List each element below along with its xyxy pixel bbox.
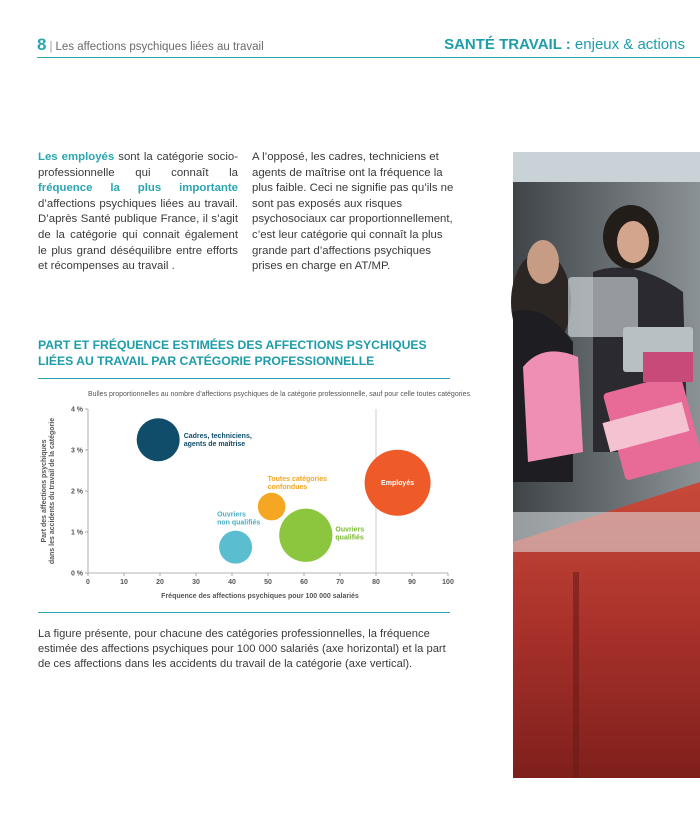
x-tick-label: 90 [408,579,416,586]
bubble-point [137,418,180,461]
bubble-label: Toutes catégories [267,475,327,483]
y-axis-label: dans les accidents du travail de la catégorie [49,417,56,565]
brand-title [444,36,685,53]
supermarket-cashier-photo [513,152,700,778]
x-tick-label: 30 [192,579,200,586]
chart-note: Bulles proportionnelles au nombre d’affections psychiques de la catégorie professionnelle, sauf pour celle toutes catégories [88,391,470,398]
bubble-chart [38,398,454,608]
y-tick-label: 1 % [70,529,83,537]
x-tick-label: 80 [372,579,380,586]
brand-light: enjeux & actions [574,36,685,53]
bubble-label: confondues [267,483,308,491]
x-tick-label: 40 [228,579,236,586]
x-tick-label: 100 [442,579,454,586]
bubble-label: Cadres, techniciens, [183,432,252,440]
header-rule [37,57,700,58]
figure-caption: La figure présente, pour chacune des catégories professionnelles, la fréquence estimée des affections psychiques pour 100 000 salariés (axe horizontal) et la part de ces affections dans les accidents du travail de la catégorie (axe vertical). [38,628,446,670]
bubble-label: agents de maîtrise [183,440,246,448]
chart-rule-bottom [38,612,450,613]
header-separator: | [49,41,53,53]
col1-text-2: d’affections psychiques liées au travail. D’après Santé publique France, il s’agit de la catégorie qui connait également le plus grand déséquilibre entre efforts et récompenses au travail . [38,197,238,273]
y-tick-label: 0 % [70,570,83,578]
x-tick-label: 60 [300,579,308,586]
y-tick-label: 3 % [70,447,83,455]
y-tick-label: 4 % [70,406,83,414]
x-tick-label: 0 [86,579,90,586]
body-column-2: A l’opposé, les cadres, techniciens et agents de maîtrise ont la fréquence la plus faible. Ceci ne signifie pas qu’ils ne sont pas exposés aux risques psychosociaux car proportionnellement, c’est leur catégorie qui connaît la plus grande part d’affections psychiques prises en charge en AT/MP. [252,151,454,273]
x-tick-label: 20 [156,579,164,586]
bubble-label: Ouvriers [335,526,365,534]
bubble-label: Ouvriers [217,511,246,519]
brand-strong: SANTÉ TRAVAIL : [444,36,571,53]
col1-text-1: sont la catégorie socio-professionnelle qui connaît la [38,151,238,179]
page-header [37,35,693,57]
x-axis-label: Fréquence des affections psychiques pour 100 000 salariés [161,593,359,600]
x-tick-label: 10 [120,579,128,586]
bubble-label: Employés [381,479,415,487]
chart-rule-top [38,378,450,379]
bubble-point [219,531,252,564]
header-section [37,35,264,55]
body-column-1 [38,150,238,275]
chart-title: PART ET FRÉQUENCE ESTIMÉES DES AFFECTIONS PSYCHIQUES LIÉES AU TRAVAIL PAR CATÉGORIE PROFESSIONNELLE [38,338,427,368]
page-number: 8 [37,35,47,54]
bubble-point [258,493,286,521]
bubble-label: qualifiés [335,534,364,542]
x-tick-label: 70 [336,579,344,586]
bubble-point [279,509,332,562]
highlight-lead: Les employés [38,151,115,163]
section-title: Les affections psychiques liées au travail [55,41,264,53]
y-tick-label: 2 % [70,488,83,496]
bubble-label: non qualifiés [217,519,261,527]
y-axis-label: Part des affections psychiques [41,439,48,543]
highlight-emphasis: fréquence la plus importante [38,182,238,195]
chart-bubbles [137,418,431,563]
photo-icon [513,152,700,778]
x-tick-label: 50 [264,579,272,586]
